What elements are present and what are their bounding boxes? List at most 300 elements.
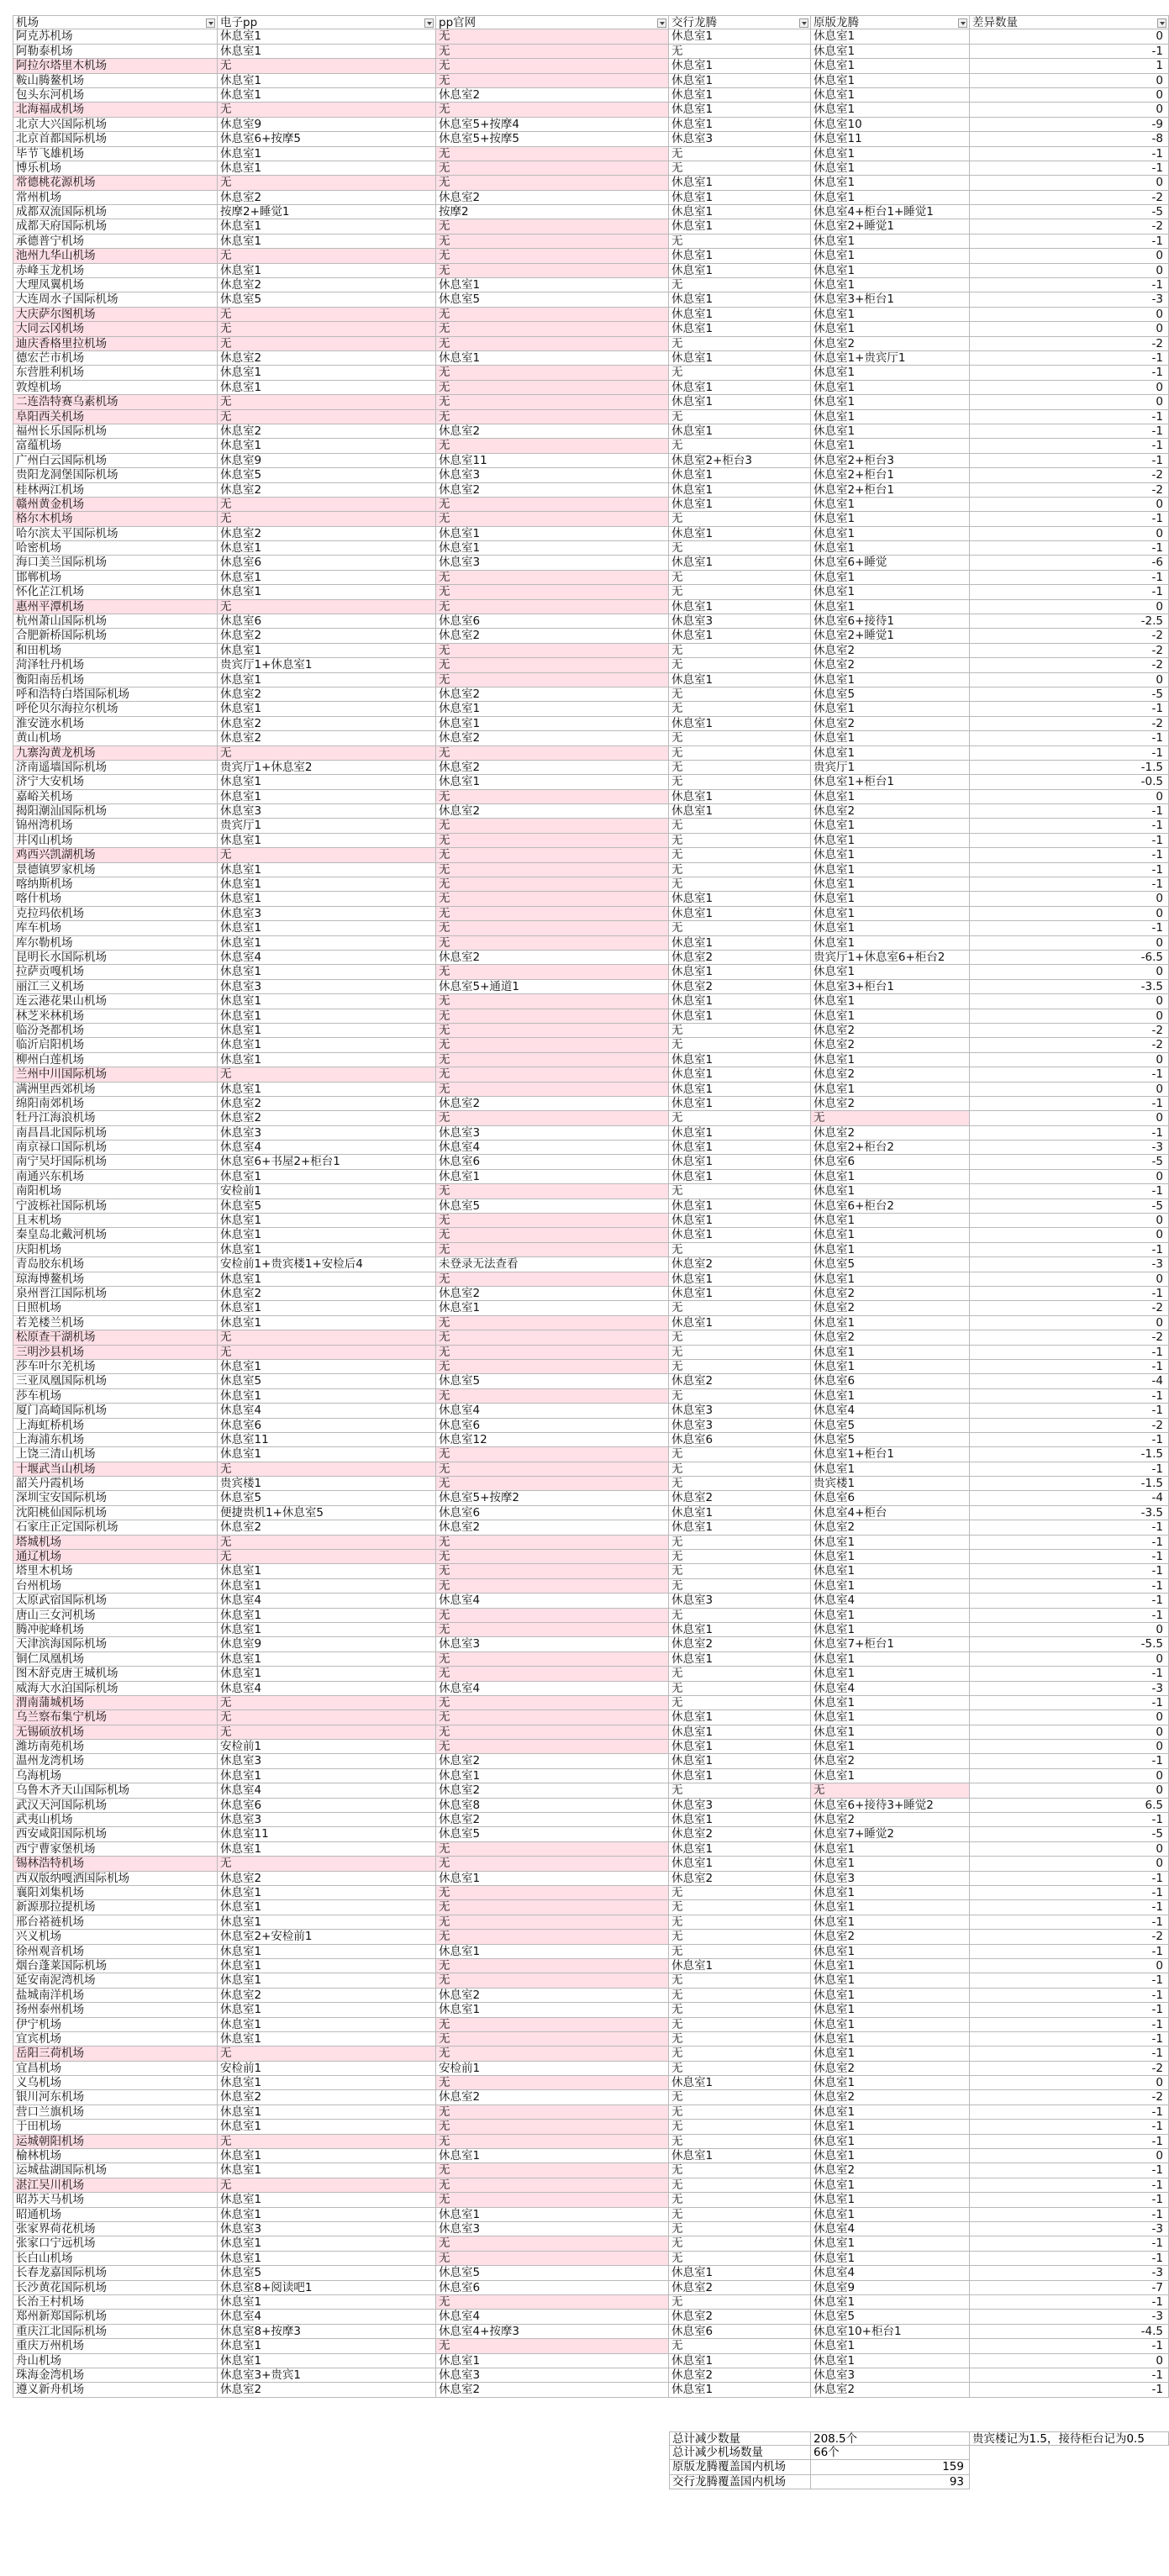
- cell-original-dragonpass[interactable]: 休息室1: [811, 234, 970, 249]
- cell-electronic-pp[interactable]: 贵宾厅1: [218, 819, 436, 833]
- header-pp-official[interactable]: [436, 15, 669, 29]
- cell-bocom-dragonpass[interactable]: 无: [669, 746, 811, 761]
- cell-airport[interactable]: 舟山机场: [13, 2354, 218, 2368]
- cell-original-dragonpass[interactable]: 休息室1: [811, 819, 970, 833]
- cell-difference[interactable]: -1: [970, 278, 1169, 292]
- cell-electronic-pp[interactable]: 休息室1: [218, 2339, 436, 2353]
- cell-original-dragonpass[interactable]: 休息室2: [811, 1301, 970, 1315]
- cell-electronic-pp[interactable]: 休息室1: [218, 877, 436, 892]
- cell-pp-official[interactable]: 无: [436, 1346, 669, 1360]
- cell-electronic-pp[interactable]: 无: [218, 1536, 436, 1550]
- cell-airport[interactable]: 沈阳桃仙国际机场: [13, 1506, 218, 1520]
- cell-original-dragonpass[interactable]: 休息室1: [811, 1053, 970, 1067]
- cell-difference[interactable]: -1: [970, 1564, 1169, 1578]
- cell-electronic-pp[interactable]: 休息室3: [218, 980, 436, 994]
- cell-airport[interactable]: 赤峰玉龙机场: [13, 264, 218, 278]
- cell-airport[interactable]: 营口兰旗机场: [13, 2105, 218, 2120]
- cell-electronic-pp[interactable]: 休息室1: [218, 1272, 436, 1287]
- cell-electronic-pp[interactable]: 休息室1: [218, 2193, 436, 2207]
- cell-airport[interactable]: 景德镇罗家机场: [13, 863, 218, 877]
- cell-airport[interactable]: 淮安涟水机场: [13, 717, 218, 731]
- cell-bocom-dragonpass[interactable]: 休息室1: [669, 483, 811, 498]
- cell-airport[interactable]: 张家口宁远机场: [13, 2236, 218, 2251]
- cell-original-dragonpass[interactable]: 休息室1: [811, 527, 970, 541]
- cell-original-dragonpass[interactable]: 休息室2+柜台1: [811, 468, 970, 482]
- cell-airport[interactable]: 天津滨海国际机场: [13, 1637, 218, 1651]
- cell-pp-official[interactable]: 无: [436, 2339, 669, 2353]
- cell-airport[interactable]: 运城盐湖国际机场: [13, 2163, 218, 2178]
- cell-original-dragonpass[interactable]: 休息室11: [811, 132, 970, 146]
- cell-difference[interactable]: 0: [970, 907, 1169, 921]
- cell-original-dragonpass[interactable]: 休息室1: [811, 381, 970, 395]
- cell-difference[interactable]: 0: [970, 395, 1169, 409]
- cell-original-dragonpass[interactable]: 休息室2: [811, 2062, 970, 2076]
- cell-pp-official[interactable]: 休息室2: [436, 687, 669, 702]
- cell-airport[interactable]: 深圳宝安国际机场: [13, 1491, 218, 1505]
- cell-bocom-dragonpass[interactable]: 休息室2: [669, 1827, 811, 1841]
- cell-bocom-dragonpass[interactable]: 无: [669, 2003, 811, 2017]
- summary-bocom-value[interactable]: 93: [811, 2475, 970, 2489]
- cell-original-dragonpass[interactable]: 休息室5: [811, 687, 970, 702]
- cell-electronic-pp[interactable]: 休息室2: [218, 2383, 436, 2397]
- cell-pp-official[interactable]: 无: [436, 147, 669, 161]
- cell-bocom-dragonpass[interactable]: 休息室1: [669, 1199, 811, 1214]
- cell-electronic-pp[interactable]: 休息室1: [218, 702, 436, 716]
- cell-bocom-dragonpass[interactable]: 休息室1: [669, 1623, 811, 1637]
- cell-bocom-dragonpass[interactable]: 无: [669, 2047, 811, 2061]
- cell-original-dragonpass[interactable]: 休息室1: [811, 1769, 970, 1783]
- cell-airport[interactable]: 邢台褡裢机场: [13, 1915, 218, 1930]
- cell-pp-official[interactable]: 无: [436, 1038, 669, 1052]
- cell-original-dragonpass[interactable]: 休息室1: [811, 907, 970, 921]
- cell-difference[interactable]: -5: [970, 1199, 1169, 1214]
- cell-electronic-pp[interactable]: 休息室1: [218, 1360, 436, 1374]
- cell-original-dragonpass[interactable]: 休息室1: [811, 1389, 970, 1404]
- cell-pp-official[interactable]: 休息室4: [436, 1682, 669, 1696]
- cell-airport[interactable]: 青岛胶东机场: [13, 1257, 218, 1272]
- cell-airport[interactable]: 呼伦贝尔海拉尔机场: [13, 702, 218, 716]
- cell-electronic-pp[interactable]: 休息室1: [218, 2208, 436, 2222]
- cell-electronic-pp[interactable]: 休息室1: [218, 161, 436, 176]
- cell-difference[interactable]: 0: [970, 1316, 1169, 1330]
- cell-difference[interactable]: -1: [970, 1536, 1169, 1550]
- cell-electronic-pp[interactable]: 休息室1: [218, 1945, 436, 1959]
- cell-difference[interactable]: -1: [970, 1433, 1169, 1447]
- cell-electronic-pp[interactable]: 休息室1: [218, 2105, 436, 2120]
- cell-original-dragonpass[interactable]: 休息室2+睡觉1: [811, 629, 970, 643]
- cell-electronic-pp[interactable]: 无: [218, 1696, 436, 1710]
- cell-airport[interactable]: 大同云冈机场: [13, 322, 218, 336]
- cell-airport[interactable]: 十堰武当山机场: [13, 1462, 218, 1477]
- cell-bocom-dragonpass[interactable]: 无: [669, 877, 811, 892]
- cell-pp-official[interactable]: 休息室2: [436, 1520, 669, 1535]
- cell-electronic-pp[interactable]: 休息室5: [218, 1199, 436, 1214]
- cell-electronic-pp[interactable]: 休息室1: [218, 1447, 436, 1462]
- cell-pp-official[interactable]: 休息室1: [436, 2354, 669, 2368]
- cell-pp-official[interactable]: 休息室1: [436, 541, 669, 556]
- cell-original-dragonpass[interactable]: 休息室1: [811, 834, 970, 848]
- cell-bocom-dragonpass[interactable]: 无: [669, 571, 811, 585]
- cell-original-dragonpass[interactable]: 休息室1: [811, 2105, 970, 2120]
- cell-electronic-pp[interactable]: 休息室1: [218, 1769, 436, 1783]
- cell-airport[interactable]: 榆林机场: [13, 2149, 218, 2163]
- cell-bocom-dragonpass[interactable]: 休息室1: [669, 1316, 811, 1330]
- cell-pp-official[interactable]: 无: [436, 1214, 669, 1228]
- cell-difference[interactable]: -2: [970, 337, 1169, 351]
- cell-bocom-dragonpass[interactable]: 休息室1: [669, 2149, 811, 2163]
- cell-airport[interactable]: 柳州白莲机场: [13, 1053, 218, 1067]
- cell-original-dragonpass[interactable]: 休息室2+睡觉1: [811, 219, 970, 234]
- cell-airport[interactable]: 格尔木机场: [13, 512, 218, 526]
- cell-airport[interactable]: 乌海机场: [13, 1769, 218, 1783]
- cell-electronic-pp[interactable]: 无: [218, 322, 436, 336]
- cell-airport[interactable]: 大庆萨尔图机场: [13, 308, 218, 322]
- cell-bocom-dragonpass[interactable]: 无: [669, 2032, 811, 2047]
- cell-pp-official[interactable]: 休息室2: [436, 1754, 669, 1768]
- cell-airport[interactable]: 图木舒克唐王城机场: [13, 1667, 218, 1681]
- cell-original-dragonpass[interactable]: 休息室1: [811, 994, 970, 1009]
- cell-difference[interactable]: 0: [970, 1740, 1169, 1754]
- cell-bocom-dragonpass[interactable]: 无: [669, 1346, 811, 1360]
- cell-electronic-pp[interactable]: 无: [218, 1857, 436, 1871]
- cell-difference[interactable]: -1: [970, 2120, 1169, 2134]
- cell-pp-official[interactable]: 无: [436, 1462, 669, 1477]
- filter-dropdown-icon[interactable]: [799, 18, 808, 28]
- cell-pp-official[interactable]: 无: [436, 322, 669, 336]
- cell-airport[interactable]: 宜宾机场: [13, 2032, 218, 2047]
- cell-electronic-pp[interactable]: 休息室1: [218, 1024, 436, 1038]
- cell-airport[interactable]: 杭州萧山国际机场: [13, 614, 218, 629]
- cell-pp-official[interactable]: 安检前1: [436, 2062, 669, 2076]
- cell-difference[interactable]: -1: [970, 877, 1169, 892]
- cell-difference[interactable]: 0: [970, 322, 1169, 336]
- cell-electronic-pp[interactable]: 便捷贵机1+休息室5: [218, 1506, 436, 1520]
- cell-difference[interactable]: -1: [970, 585, 1169, 599]
- cell-airport[interactable]: 烟台蓬莱国际机场: [13, 1959, 218, 1973]
- cell-airport[interactable]: 重庆江北国际机场: [13, 2325, 218, 2339]
- cell-difference[interactable]: -1: [970, 1754, 1169, 1768]
- cell-bocom-dragonpass[interactable]: 无: [669, 2252, 811, 2266]
- cell-difference[interactable]: 0: [970, 936, 1169, 951]
- filter-dropdown-icon[interactable]: [958, 18, 967, 28]
- cell-pp-official[interactable]: 无: [436, 176, 669, 190]
- summary-airports-value[interactable]: 66个: [811, 2446, 970, 2460]
- cell-difference[interactable]: -1: [970, 454, 1169, 468]
- cell-difference[interactable]: -2: [970, 658, 1169, 672]
- cell-bocom-dragonpass[interactable]: 休息室2+柜台3: [669, 454, 811, 468]
- cell-electronic-pp[interactable]: 休息室1: [218, 1301, 436, 1315]
- cell-airport[interactable]: 绵阳南郊机场: [13, 1097, 218, 1111]
- cell-original-dragonpass[interactable]: 休息室1: [811, 2003, 970, 2017]
- cell-airport[interactable]: 延安南泥湾机场: [13, 1973, 218, 1988]
- cell-pp-official[interactable]: 无: [436, 59, 669, 73]
- cell-bocom-dragonpass[interactable]: 无: [669, 2193, 811, 2207]
- cell-pp-official[interactable]: 无: [436, 1067, 669, 1082]
- cell-difference[interactable]: 0: [970, 308, 1169, 322]
- cell-difference[interactable]: 0: [970, 103, 1169, 117]
- cell-bocom-dragonpass[interactable]: 休息室1: [669, 994, 811, 1009]
- cell-original-dragonpass[interactable]: 休息室1: [811, 702, 970, 716]
- cell-electronic-pp[interactable]: 休息室1: [218, 1228, 436, 1242]
- cell-original-dragonpass[interactable]: 休息室1: [811, 2076, 970, 2090]
- cell-electronic-pp[interactable]: 安检前1+贵宾楼1+安检后4: [218, 1257, 436, 1272]
- cell-difference[interactable]: -2: [970, 191, 1169, 205]
- cell-airport[interactable]: 唐山三女河机场: [13, 1609, 218, 1623]
- cell-pp-official[interactable]: 无: [436, 571, 669, 585]
- cell-airport[interactable]: 敦煌机场: [13, 381, 218, 395]
- header-bocom-dragonpass[interactable]: [669, 15, 811, 29]
- cell-airport[interactable]: 大理凤翼机场: [13, 278, 218, 292]
- cell-pp-official[interactable]: 休息室5: [436, 1827, 669, 1841]
- cell-bocom-dragonpass[interactable]: 无: [669, 1930, 811, 1944]
- cell-bocom-dragonpass[interactable]: 休息室1: [669, 1725, 811, 1740]
- cell-difference[interactable]: -8: [970, 132, 1169, 146]
- cell-electronic-pp[interactable]: 休息室6: [218, 1799, 436, 1813]
- cell-electronic-pp[interactable]: 休息室9: [218, 118, 436, 132]
- cell-airport[interactable]: 广州白云国际机场: [13, 454, 218, 468]
- cell-original-dragonpass[interactable]: 休息室1: [811, 1945, 970, 1959]
- cell-electronic-pp[interactable]: 休息室2: [218, 1097, 436, 1111]
- cell-airport[interactable]: 九寨沟黄龙机场: [13, 746, 218, 761]
- cell-bocom-dragonpass[interactable]: 无: [669, 644, 811, 658]
- cell-original-dragonpass[interactable]: 休息室1: [811, 571, 970, 585]
- cell-pp-official[interactable]: 无: [436, 395, 669, 409]
- cell-pp-official[interactable]: 休息室5+按摩5: [436, 132, 669, 146]
- cell-pp-official[interactable]: 无: [436, 1725, 669, 1740]
- cell-pp-official[interactable]: 休息室1: [436, 1872, 669, 1886]
- cell-pp-official[interactable]: 休息室1: [436, 1769, 669, 1783]
- cell-bocom-dragonpass[interactable]: 休息室1: [669, 1754, 811, 1768]
- cell-electronic-pp[interactable]: 休息室11: [218, 1433, 436, 1447]
- cell-pp-official[interactable]: 无: [436, 1330, 669, 1345]
- cell-original-dragonpass[interactable]: 休息室1+柜台1: [811, 1447, 970, 1462]
- cell-difference[interactable]: 0: [970, 1009, 1169, 1024]
- cell-bocom-dragonpass[interactable]: 休息室1: [669, 249, 811, 263]
- cell-electronic-pp[interactable]: 休息室6+书屋2+柜台1: [218, 1155, 436, 1169]
- cell-electronic-pp[interactable]: 无: [218, 848, 436, 862]
- cell-difference[interactable]: -5: [970, 1827, 1169, 1841]
- summary-original-value[interactable]: 159: [811, 2460, 970, 2474]
- cell-original-dragonpass[interactable]: 无: [811, 1111, 970, 1125]
- cell-difference[interactable]: 0: [970, 965, 1169, 979]
- cell-pp-official[interactable]: 无: [436, 1857, 669, 1871]
- cell-electronic-pp[interactable]: 休息室2: [218, 1287, 436, 1301]
- cell-airport[interactable]: 锡林浩特机场: [13, 1857, 218, 1871]
- cell-original-dragonpass[interactable]: 休息室1: [811, 322, 970, 336]
- cell-bocom-dragonpass[interactable]: 无: [669, 1111, 811, 1125]
- cell-bocom-dragonpass[interactable]: 休息室1: [669, 1710, 811, 1725]
- cell-difference[interactable]: -5: [970, 687, 1169, 702]
- cell-pp-official[interactable]: 休息室2: [436, 1989, 669, 2003]
- cell-original-dragonpass[interactable]: 休息室2: [811, 1930, 970, 1944]
- cell-difference[interactable]: -1: [970, 366, 1169, 380]
- cell-bocom-dragonpass[interactable]: 无: [669, 848, 811, 862]
- cell-electronic-pp[interactable]: 休息室1: [218, 2076, 436, 2090]
- cell-bocom-dragonpass[interactable]: 休息室1: [669, 2266, 811, 2280]
- cell-electronic-pp[interactable]: 休息室1: [218, 775, 436, 789]
- cell-difference[interactable]: -1: [970, 1609, 1169, 1623]
- cell-difference[interactable]: -2: [970, 1419, 1169, 1433]
- cell-airport[interactable]: 贵阳龙洞堡国际机场: [13, 468, 218, 482]
- cell-difference[interactable]: 0: [970, 2149, 1169, 2163]
- cell-electronic-pp[interactable]: 休息室6: [218, 1419, 436, 1433]
- cell-pp-official[interactable]: 休息室2: [436, 88, 669, 103]
- cell-bocom-dragonpass[interactable]: 休息室1: [669, 176, 811, 190]
- cell-airport[interactable]: 长白山机场: [13, 2252, 218, 2266]
- cell-original-dragonpass[interactable]: 休息室1: [811, 790, 970, 804]
- cell-airport[interactable]: 乌鲁木齐天山国际机场: [13, 1783, 218, 1798]
- cell-bocom-dragonpass[interactable]: 无: [669, 1243, 811, 1257]
- cell-electronic-pp[interactable]: 休息室1: [218, 585, 436, 599]
- cell-original-dragonpass[interactable]: 休息室6: [811, 1155, 970, 1169]
- cell-airport[interactable]: 富蕴机场: [13, 439, 218, 453]
- cell-original-dragonpass[interactable]: 无: [811, 1783, 970, 1798]
- cell-bocom-dragonpass[interactable]: 无: [669, 541, 811, 556]
- cell-bocom-dragonpass[interactable]: 无: [669, 512, 811, 526]
- cell-bocom-dragonpass[interactable]: 休息室1: [669, 395, 811, 409]
- cell-difference[interactable]: -1.5: [970, 1477, 1169, 1491]
- cell-original-dragonpass[interactable]: 贵宾楼1: [811, 1477, 970, 1491]
- cell-bocom-dragonpass[interactable]: 休息室1: [669, 1520, 811, 1535]
- cell-airport[interactable]: 济南遥墙国际机场: [13, 761, 218, 775]
- cell-bocom-dragonpass[interactable]: 无: [669, 1667, 811, 1681]
- cell-original-dragonpass[interactable]: 休息室2: [811, 717, 970, 731]
- filter-dropdown-icon[interactable]: [424, 18, 434, 28]
- cell-electronic-pp[interactable]: 休息室1: [218, 1083, 436, 1097]
- cell-original-dragonpass[interactable]: 休息室4+柜台: [811, 1506, 970, 1520]
- summary-total-label[interactable]: 总计减少数量: [669, 2431, 811, 2446]
- cell-airport[interactable]: 承德普宁机场: [13, 234, 218, 249]
- cell-electronic-pp[interactable]: 休息室1: [218, 2163, 436, 2178]
- cell-original-dragonpass[interactable]: 休息室6: [811, 1491, 970, 1505]
- cell-airport[interactable]: 伊宁机场: [13, 2018, 218, 2032]
- summary-original-label[interactable]: 原版龙腾覆盖国内机场: [669, 2460, 811, 2474]
- cell-pp-official[interactable]: 无: [436, 1228, 669, 1242]
- cell-electronic-pp[interactable]: 贵宾厅1+休息室2: [218, 761, 436, 775]
- cell-original-dragonpass[interactable]: 休息室2: [811, 2383, 970, 2397]
- cell-pp-official[interactable]: 休息室2: [436, 1783, 669, 1798]
- cell-airport[interactable]: 郑州新郑国际机场: [13, 2310, 218, 2324]
- cell-airport[interactable]: 毕节飞雄机场: [13, 147, 218, 161]
- cell-electronic-pp[interactable]: 休息室1: [218, 74, 436, 88]
- cell-electronic-pp[interactable]: 休息室1: [218, 1564, 436, 1578]
- cell-original-dragonpass[interactable]: 休息室2: [811, 2090, 970, 2105]
- cell-original-dragonpass[interactable]: 休息室1: [811, 1857, 970, 1871]
- cell-pp-official[interactable]: 无: [436, 1111, 669, 1125]
- cell-electronic-pp[interactable]: 休息室1: [218, 1214, 436, 1228]
- cell-bocom-dragonpass[interactable]: 休息室1: [669, 351, 811, 366]
- cell-bocom-dragonpass[interactable]: 无: [669, 2105, 811, 2120]
- cell-difference[interactable]: 0: [970, 1214, 1169, 1228]
- cell-original-dragonpass[interactable]: 休息室5: [811, 1433, 970, 1447]
- cell-bocom-dragonpass[interactable]: 无: [669, 234, 811, 249]
- cell-difference[interactable]: -2: [970, 629, 1169, 643]
- cell-difference[interactable]: 0: [970, 88, 1169, 103]
- cell-electronic-pp[interactable]: 休息室3: [218, 2222, 436, 2236]
- cell-original-dragonpass[interactable]: 休息室1: [811, 1346, 970, 1360]
- cell-pp-official[interactable]: 休息室2: [436, 804, 669, 819]
- cell-pp-official[interactable]: 无: [436, 877, 669, 892]
- cell-pp-official[interactable]: 休息室6: [436, 2281, 669, 2295]
- cell-electronic-pp[interactable]: 休息室1: [218, 892, 436, 906]
- cell-electronic-pp[interactable]: 无: [218, 249, 436, 263]
- cell-difference[interactable]: -1: [970, 1813, 1169, 1827]
- cell-bocom-dragonpass[interactable]: 休息室6: [669, 2325, 811, 2339]
- cell-bocom-dragonpass[interactable]: 无: [669, 1900, 811, 1915]
- cell-difference[interactable]: -1: [970, 1579, 1169, 1594]
- cell-airport[interactable]: 襄阳刘集机场: [13, 1886, 218, 1900]
- cell-bocom-dragonpass[interactable]: 无: [669, 1564, 811, 1578]
- cell-difference[interactable]: -1.5: [970, 761, 1169, 775]
- cell-airport[interactable]: 温州龙湾机场: [13, 1754, 218, 1768]
- cell-difference[interactable]: 0: [970, 790, 1169, 804]
- cell-pp-official[interactable]: 无: [436, 1024, 669, 1038]
- cell-electronic-pp[interactable]: 休息室4: [218, 1682, 436, 1696]
- cell-bocom-dragonpass[interactable]: 休息室1: [669, 673, 811, 687]
- cell-airport[interactable]: 临汾尧都机场: [13, 1024, 218, 1038]
- cell-bocom-dragonpass[interactable]: 休息室1: [669, 1287, 811, 1301]
- cell-original-dragonpass[interactable]: 休息室3+柜台1: [811, 980, 970, 994]
- cell-difference[interactable]: -1: [970, 2236, 1169, 2251]
- cell-pp-official[interactable]: 无: [436, 2018, 669, 2032]
- cell-original-dragonpass[interactable]: 休息室1: [811, 1272, 970, 1287]
- cell-electronic-pp[interactable]: 无: [218, 337, 436, 351]
- cell-original-dragonpass[interactable]: 休息室1: [811, 103, 970, 117]
- cell-airport[interactable]: 丽江三义机场: [13, 980, 218, 994]
- cell-electronic-pp[interactable]: 无: [218, 1710, 436, 1725]
- cell-electronic-pp[interactable]: 休息室2: [218, 1111, 436, 1125]
- cell-airport[interactable]: 哈密机场: [13, 541, 218, 556]
- cell-bocom-dragonpass[interactable]: 无: [669, 2178, 811, 2193]
- cell-difference[interactable]: -1: [970, 804, 1169, 819]
- cell-difference[interactable]: -1: [970, 1900, 1169, 1915]
- cell-bocom-dragonpass[interactable]: 休息室1: [669, 205, 811, 219]
- cell-pp-official[interactable]: 休息室4+按摩3: [436, 2325, 669, 2339]
- cell-original-dragonpass[interactable]: 休息室3: [811, 2368, 970, 2383]
- cell-pp-official[interactable]: 休息室5+按摩4: [436, 118, 669, 132]
- cell-difference[interactable]: -4: [970, 1491, 1169, 1505]
- cell-bocom-dragonpass[interactable]: 休息室1: [669, 527, 811, 541]
- cell-original-dragonpass[interactable]: 休息室1: [811, 1609, 970, 1623]
- filter-dropdown-icon[interactable]: [1157, 18, 1166, 28]
- cell-difference[interactable]: -2.5: [970, 614, 1169, 629]
- cell-electronic-pp[interactable]: 休息室1: [218, 834, 436, 848]
- cell-original-dragonpass[interactable]: 休息室4: [811, 1404, 970, 1418]
- cell-bocom-dragonpass[interactable]: 无: [669, 658, 811, 672]
- cell-original-dragonpass[interactable]: 休息室1: [811, 1886, 970, 1900]
- cell-airport[interactable]: 赣州黄金机场: [13, 498, 218, 512]
- cell-airport[interactable]: 克拉玛依机场: [13, 907, 218, 921]
- cell-pp-official[interactable]: 无: [436, 994, 669, 1009]
- cell-bocom-dragonpass[interactable]: 休息室1: [669, 1959, 811, 1973]
- cell-airport[interactable]: 呼和浩特白塔国际机场: [13, 687, 218, 702]
- cell-bocom-dragonpass[interactable]: 无: [669, 2295, 811, 2310]
- cell-bocom-dragonpass[interactable]: 休息室1: [669, 322, 811, 336]
- cell-electronic-pp[interactable]: 无: [218, 1067, 436, 1082]
- cell-pp-official[interactable]: 无: [436, 1973, 669, 1988]
- cell-bocom-dragonpass[interactable]: 无: [669, 1330, 811, 1345]
- cell-airport[interactable]: 昭通机场: [13, 2208, 218, 2222]
- cell-pp-official[interactable]: 无: [436, 1083, 669, 1097]
- cell-pp-official[interactable]: 无: [436, 1053, 669, 1067]
- cell-original-dragonpass[interactable]: 休息室1: [811, 308, 970, 322]
- cell-difference[interactable]: 0: [970, 381, 1169, 395]
- cell-bocom-dragonpass[interactable]: 休息室2: [669, 2281, 811, 2295]
- cell-bocom-dragonpass[interactable]: 休息室1: [669, 2354, 811, 2368]
- cell-electronic-pp[interactable]: 休息室5: [218, 1491, 436, 1505]
- cell-electronic-pp[interactable]: 休息室1: [218, 1915, 436, 1930]
- cell-airport[interactable]: 鞍山腾鳌机场: [13, 74, 218, 88]
